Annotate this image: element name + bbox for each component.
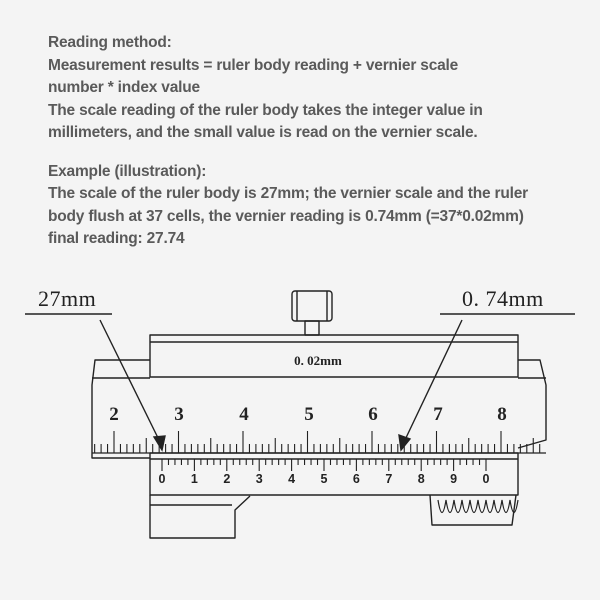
- vernier-label-0: 0: [158, 472, 166, 486]
- main-scale-label-4: 4: [239, 404, 249, 425]
- main-beam-right: [518, 360, 546, 448]
- main-reading-callout: 27mm: [38, 286, 97, 311]
- vernier-label-6: 6: [352, 472, 360, 486]
- main-scale-label-8: 8: [497, 404, 507, 425]
- example-line-3: final reading: 27.74: [48, 230, 185, 247]
- vernier-label-8: 8: [417, 472, 425, 486]
- main-beam-left: [92, 360, 150, 458]
- main-scale-label-5: 5: [304, 404, 314, 425]
- instructions-text: [48, 32, 588, 251]
- main-scale-label-2: 2: [109, 404, 119, 425]
- vernier-reading-callout: 0. 74mm: [462, 286, 544, 311]
- vernier-label-5: 5: [320, 472, 328, 486]
- vernier-label-2: 2: [223, 472, 231, 486]
- vernier-label-3: 3: [255, 472, 263, 486]
- vernier-label-1: 1: [190, 472, 198, 486]
- vernier-label-10: 0: [482, 472, 490, 486]
- main-scale-label-3: 3: [174, 404, 184, 425]
- vernier-caliper-diagram: [0, 270, 600, 600]
- reading-method-line-3: The scale reading of the ruler body takes the integer value in: [48, 101, 483, 119]
- wheel-knurl: [438, 500, 518, 513]
- vernier-precision-label: 0. 02mm: [294, 353, 342, 368]
- vernier-label-9: 9: [450, 472, 458, 486]
- vernier-scale-ticks: [162, 459, 486, 471]
- vernier-label-7: 7: [385, 472, 393, 486]
- lower-jaw: [150, 495, 250, 538]
- example-heading: Example (illustration):: [48, 162, 207, 180]
- vernier-label-4: 4: [288, 472, 296, 486]
- reading-method-line-2: number * index value: [48, 79, 200, 96]
- thumb-screw-stem: [305, 321, 319, 335]
- thumb-screw-knob: [292, 291, 332, 321]
- adjustment-wheel: [430, 495, 516, 525]
- reading-method-heading: Reading method:: [48, 34, 172, 51]
- example-line-1: The scale of the ruler body is 27mm; the vernier scale and the ruler: [48, 185, 528, 202]
- main-scale-label-7: 7: [433, 404, 443, 425]
- example-line-2: body flush at 37 cells, the vernier reading is 0.74mm (=37*0.02mm): [48, 207, 524, 225]
- reading-method-line-4: millimeters, and the small value is read on the vernier scale.: [48, 124, 478, 141]
- main-scale-label-6: 6: [368, 404, 378, 425]
- reading-method-line-1: Measurement results = ruler body reading + vernier scale: [48, 56, 459, 74]
